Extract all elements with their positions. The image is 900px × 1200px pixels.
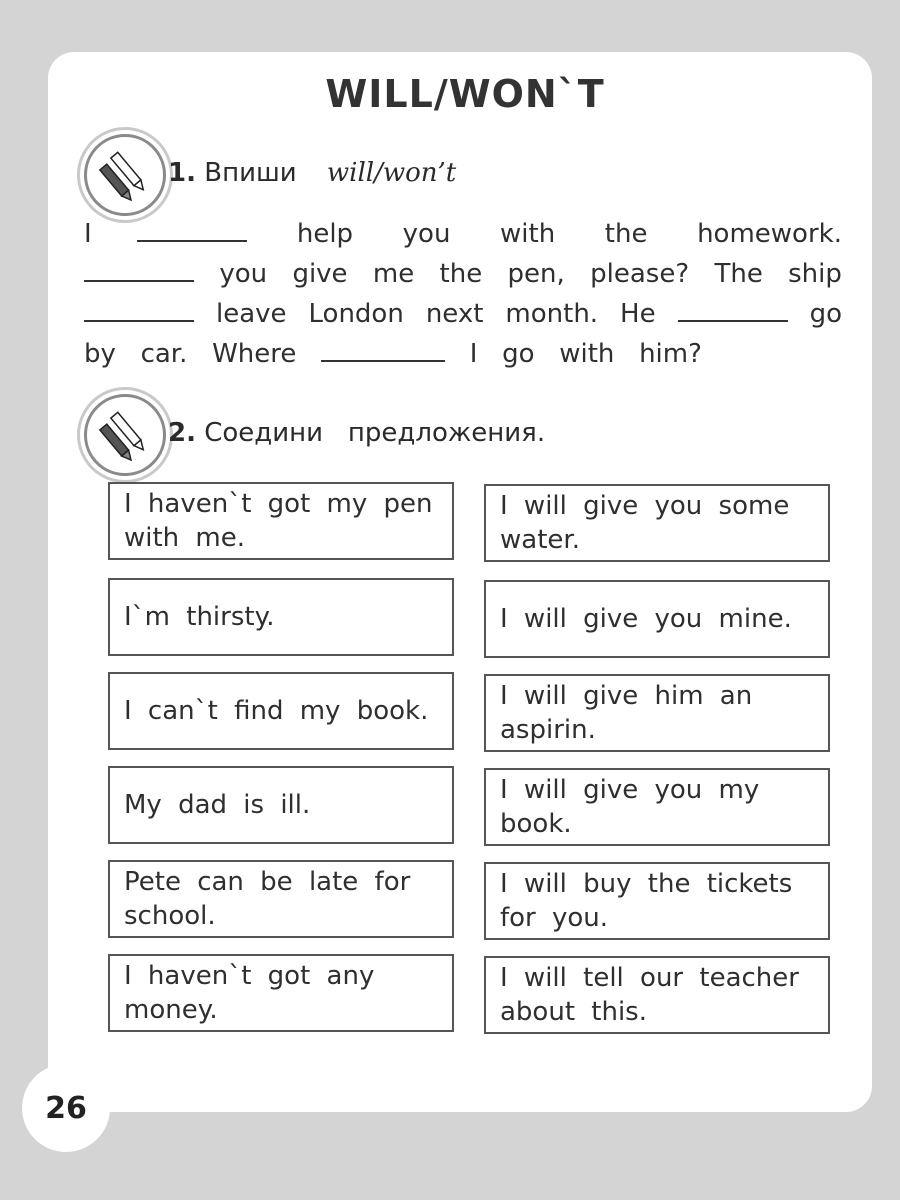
task1-number: 1. [168,158,196,188]
word: you [402,219,451,249]
word: give [292,259,348,289]
right-sentence-box[interactable] [484,484,830,562]
word: go [809,299,842,329]
word: Where [212,339,297,369]
word: I [84,219,92,249]
word: leave [215,299,287,329]
pen-and-pencil-icon [95,145,155,205]
right-sentence-box[interactable] [484,580,830,658]
word: homework. [697,219,842,249]
word: next [425,299,484,329]
text-line-3 [84,294,842,334]
word: help [296,219,354,249]
page-number [22,1064,110,1152]
task1-text [84,214,842,384]
page-title: WILL/WON`T [325,72,605,116]
left-sentence-box[interactable] [108,766,454,844]
text-line-1 [84,214,842,254]
left-sentence-box[interactable] [108,578,454,656]
left-sentence-box[interactable] [108,672,454,750]
left-sentence: I haven`t got my pen with me. [124,489,433,553]
word: The [714,259,763,289]
task2-instruction: Соедини предложения. [204,418,546,448]
right-sentence-box[interactable] [484,768,830,846]
right-sentence: I will buy the tickets for you. [500,869,793,933]
word: car. [140,339,188,369]
left-sentence-box[interactable] [108,482,454,560]
blank-field[interactable] [137,218,247,242]
word: the [604,219,648,249]
blank-field[interactable] [678,298,788,322]
task2-heading [168,418,545,448]
blank-field[interactable] [84,258,194,282]
blank-field[interactable] [84,298,194,322]
left-sentence: I`m thirsty. [124,602,275,632]
left-sentence-box[interactable] [108,954,454,1032]
task1-words: will/won’t [326,158,457,188]
right-sentence: I will give him an aspirin. [500,681,753,745]
word: with [500,219,556,249]
left-sentence: Pete can be late for school. [124,867,411,931]
page-number-text: 26 [45,1090,87,1126]
left-sentence: My dad is ill. [124,790,311,820]
word: me [372,259,415,289]
word: He [620,299,656,329]
pen-and-pencil-icon [95,405,155,465]
left-sentence: I haven`t got any money. [124,961,375,1025]
word: with [559,339,615,369]
word: I [469,339,478,369]
task2-badge [84,394,166,476]
right-sentence: I will give you my book. [500,775,760,839]
word: ship [788,259,842,289]
left-sentence: I can`t find my book. [124,696,429,726]
word: pen, [507,259,565,289]
right-sentence-box[interactable] [484,956,830,1034]
right-sentence: I will tell our teacher about this. [500,963,799,1027]
word: him? [639,339,702,369]
word: go [502,339,535,369]
right-sentence-box[interactable] [484,862,830,940]
right-sentence-box[interactable] [484,674,830,752]
word: month. [505,299,599,329]
task1-badge [84,134,166,216]
task1-instruction: Впиши [204,158,297,188]
blank-field[interactable] [321,338,445,362]
right-sentence: I will give you some water. [500,491,790,555]
word: London [308,299,404,329]
word: by [84,339,116,369]
left-sentence-box[interactable] [108,860,454,938]
word: please? [590,259,690,289]
word: the [439,259,483,289]
task1-heading [168,158,456,188]
text-line-4 [84,334,702,374]
text-line-2 [84,254,842,294]
word: you [219,259,268,289]
task2-number: 2. [168,418,196,448]
right-sentence: I will give you mine. [500,604,792,634]
